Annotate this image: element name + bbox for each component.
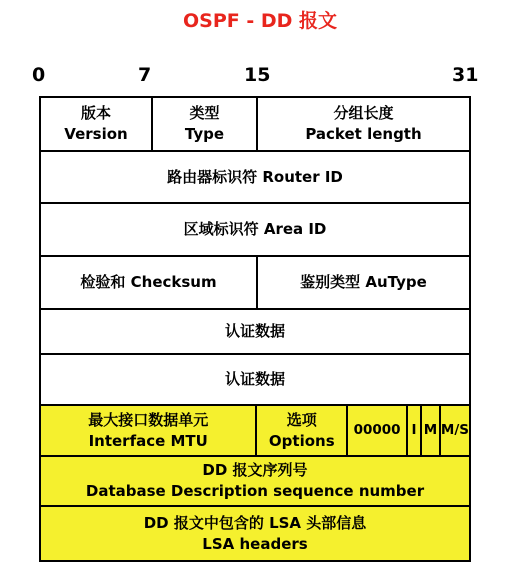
field-auth-data-1: 认证数据 (224, 322, 285, 340)
field-options-zh: 选项 (286, 410, 317, 429)
field-lsa-headers-en: LSA headers (202, 534, 308, 553)
field-dd-sequence-zh: DD 报文序列号 (202, 461, 308, 479)
row-lsa-headers (41, 505, 469, 560)
row-router-id (41, 150, 469, 202)
field-area-id: 区域标识符 Area ID (183, 220, 327, 238)
row-checksum (41, 255, 469, 308)
packet-format-grid (39, 96, 471, 562)
field-interface-mtu (41, 406, 255, 455)
field-interface-mtu-zh: 最大接口数据单元 (88, 410, 209, 429)
field-version (41, 98, 151, 150)
field-checksum: 检验和 Checksum (80, 273, 217, 291)
field-flag-zeros: 00000 (346, 406, 406, 455)
field-packet-length-en: Packet length (305, 125, 422, 143)
field-router-id: 路由器标识符 Router ID (167, 167, 343, 186)
bit-label-15: 15 (244, 64, 271, 86)
field-type-zh: 类型 (189, 104, 220, 122)
row-auth-1 (41, 308, 469, 353)
field-options (255, 406, 346, 455)
field-dd-sequence-en: Database Description sequence number (85, 482, 425, 500)
row-header (41, 98, 469, 150)
row-dd-sequence (41, 455, 469, 505)
row-area-id (41, 202, 469, 255)
field-flag-m: M (420, 406, 439, 455)
diagram-title: OSPF - DD 报文 (182, 10, 337, 32)
field-auth-data-2: 认证数据 (224, 370, 285, 388)
field-version-en: Version (64, 125, 128, 143)
field-flag-ms: M/S (439, 406, 469, 455)
field-flag-i: I (406, 406, 420, 455)
field-version-zh: 版本 (80, 104, 111, 122)
field-interface-mtu-en: Interface MTU (88, 431, 208, 450)
field-lsa-headers-zh: DD 报文中包含的 LSA 头部信息 (143, 513, 367, 532)
field-dd-sequence (41, 457, 469, 505)
field-options-en: Options (268, 431, 335, 450)
row-mtu-options (41, 404, 469, 455)
bit-label-31: 31 (452, 64, 479, 86)
field-type (151, 98, 256, 150)
field-autype: 鉴别类型 AuType (256, 257, 469, 308)
field-lsa-headers (41, 507, 469, 560)
bit-label-0: 0 (32, 64, 46, 86)
bit-label-7: 7 (138, 64, 152, 86)
field-packet-length (256, 98, 469, 150)
field-packet-length-zh: 分组长度 (333, 104, 394, 122)
row-auth-2 (41, 353, 469, 404)
field-type-en: Type (184, 125, 225, 143)
